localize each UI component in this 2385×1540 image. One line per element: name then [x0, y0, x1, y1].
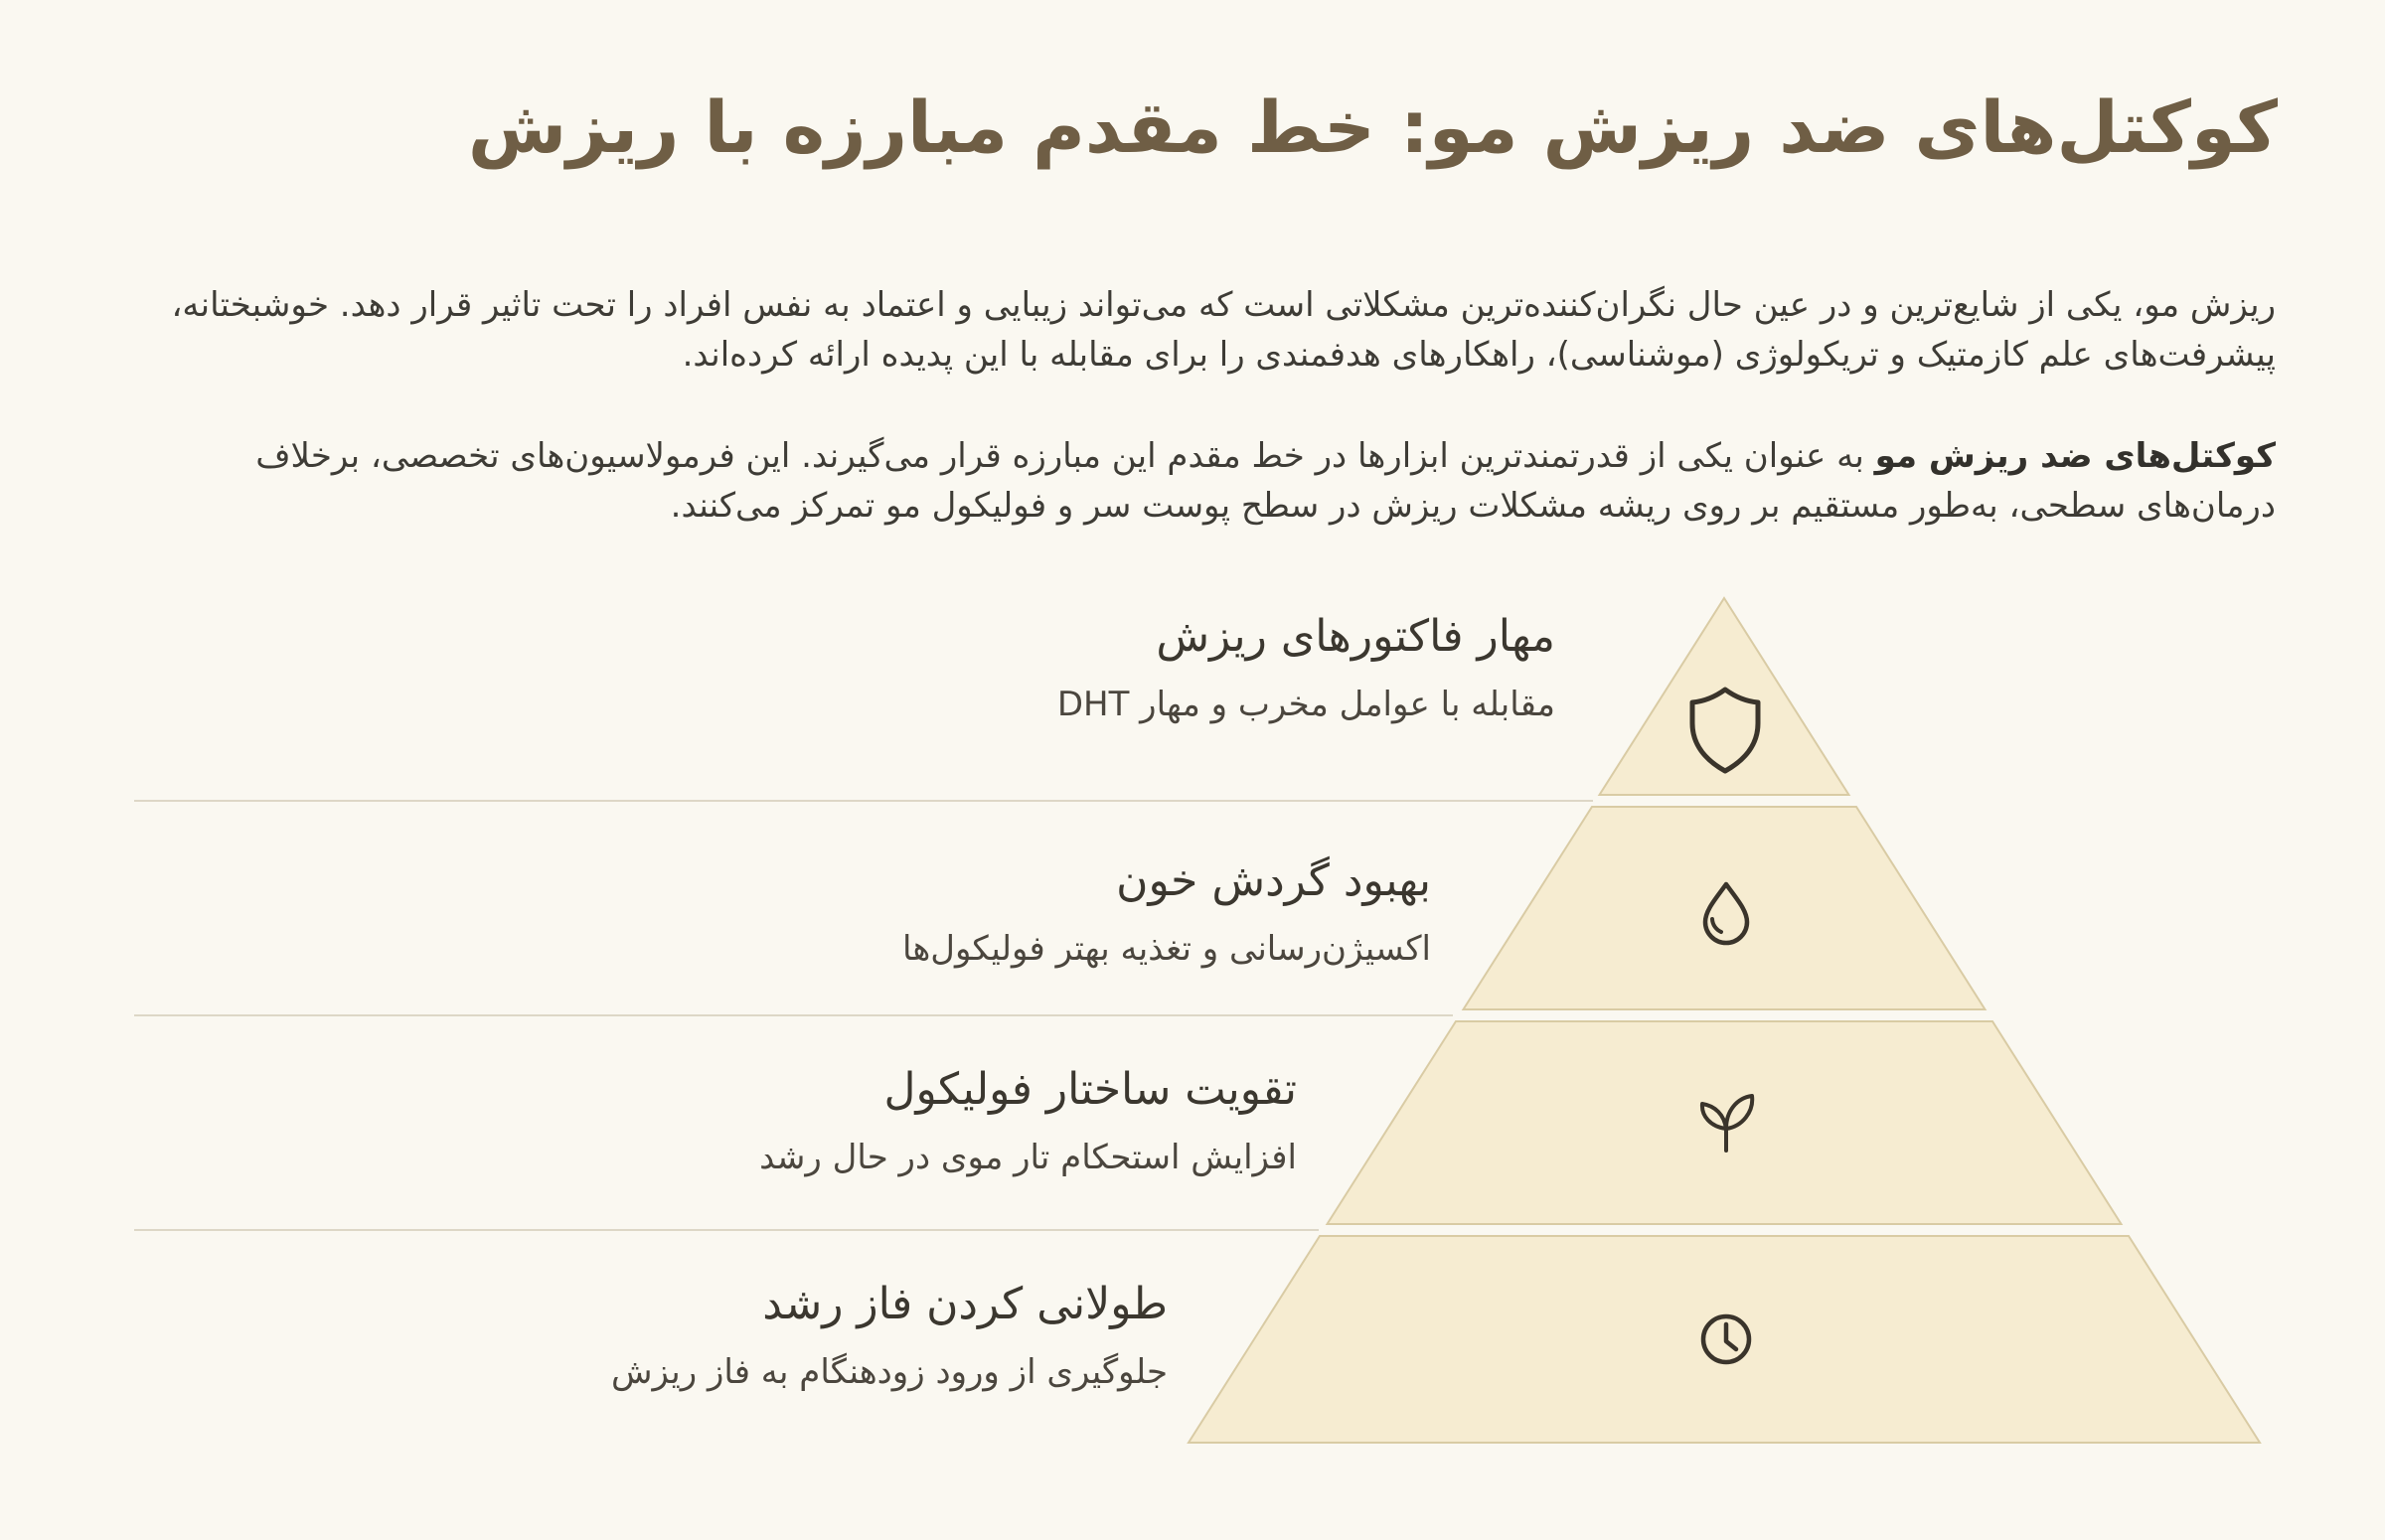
level-1-title: مهار فاکتورهای ریزش [1156, 611, 1555, 662]
intro-paragraph-2-lead: کوکتل‌های ضد ریزش مو [1874, 436, 2276, 476]
level-1-subtitle: مقابله با عوامل مخرب و مهار DHT [1056, 685, 1555, 724]
pyramid-level-2-text [902, 852, 1431, 972]
level-2-title: بهبود گردش خون [1116, 855, 1431, 906]
pyramid-level-3-text [759, 1061, 1297, 1180]
pyramid-level-1-shape [1600, 598, 1849, 795]
level-4-subtitle: جلوگیری از ورود زودهنگام به فاز ریزش [611, 1352, 1168, 1392]
level-3-title: تقویت ساختار فولیکول [883, 1064, 1297, 1115]
level-4-title: طولانی کردن فاز رشد [762, 1279, 1168, 1329]
intro-paragraph-2-rest: به عنوان یکی از قدرتمندترین ابزارها در خط مقدم این مبارزه قرار می‌گیرند. این فرمولاسیون‌های تخصصی، برخلاف درمان‌های سطحی، به‌طور مستقیم بر روی ریشه مشکلات ریزش در سطح پوست سر و فولیکول مو تمرکز می‌کنند. [255, 436, 2276, 526]
pyramid-level-1-text [1057, 608, 1555, 727]
page-title: کوکتل‌های ضد ریزش مو: خط مقدم مبارزه با ریزش [467, 85, 2278, 169]
level-2-subtitle: اکسیژن‌رسانی و تغذیه بهتر فولیکول‌ها [902, 929, 1431, 969]
pyramid-level-4-text [611, 1276, 1168, 1395]
level-3-subtitle: افزایش استحکام تار موی در حال رشد [759, 1138, 1297, 1177]
pyramid-level-2-shape [1464, 807, 1986, 1009]
intro-paragraph-1-text: ریزش مو، یکی از شایع‌ترین و در عین حال نگران‌کننده‌ترین مشکلاتی است که می‌تواند زیبایی و اعتماد به نفس افراد را تحت تاثیر قرار دهد. خوشبختانه، پیشرفت‌های علم کازمتیک و تریکولوژی (موشناسی)، راهکارهای هدفمندی را برای مقابله با این پدیده ارائه کرده‌اند. [171, 285, 2276, 375]
